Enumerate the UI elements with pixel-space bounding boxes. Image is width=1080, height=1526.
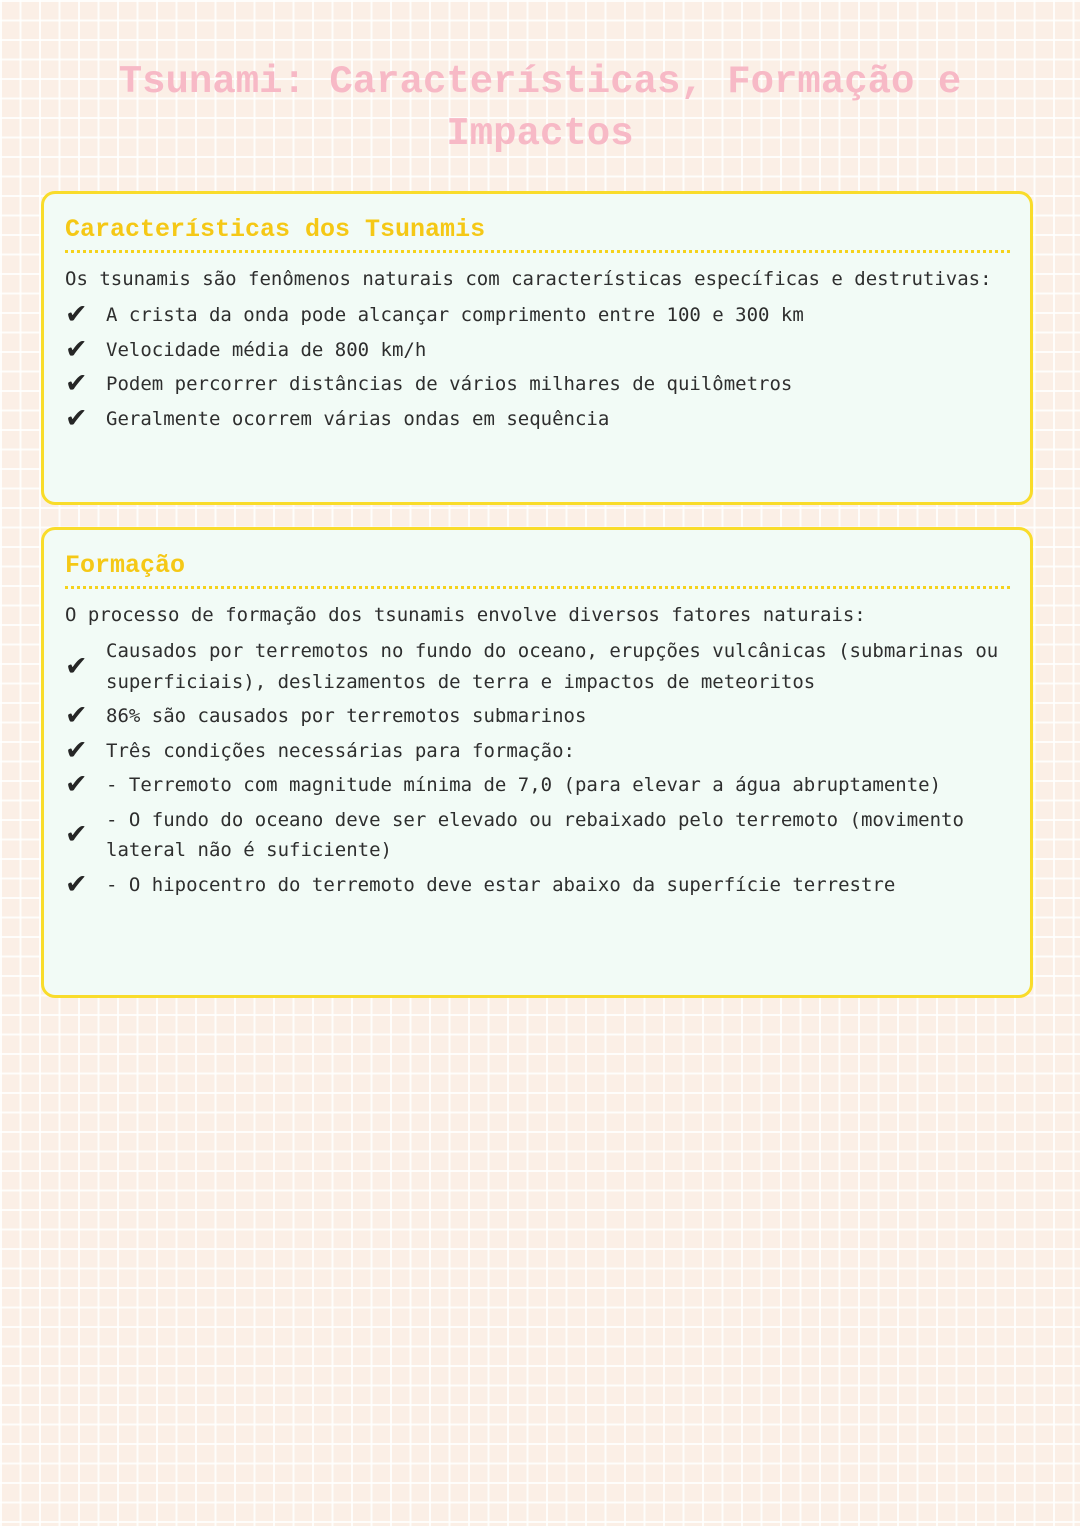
formation-list xyxy=(65,636,1010,900)
check-icon: ✔ xyxy=(65,700,88,732)
list-item xyxy=(65,636,1010,697)
check-icon: ✔ xyxy=(65,368,88,400)
characteristics-list xyxy=(65,300,1010,434)
check-icon: ✔ xyxy=(65,650,88,682)
list-item xyxy=(65,335,1010,366)
check-icon: ✔ xyxy=(65,402,88,434)
characteristics-card xyxy=(41,191,1033,505)
list-item-text: A crista da onda pode alcançar comprimento entre 100 e 300 km xyxy=(106,304,804,326)
check-icon: ✔ xyxy=(65,769,88,801)
list-item-text: 86% são causados por terremotos submarinos xyxy=(106,705,587,727)
check-icon: ✔ xyxy=(65,868,88,900)
list-item xyxy=(65,736,1010,767)
check-icon: ✔ xyxy=(65,299,88,331)
list-item-text: Causados por terremotos no fundo do oceano, erupções vulcânicas (submarinas ou superficiais), deslizamentos de terra e impactos de meteoritos xyxy=(106,640,999,693)
check-icon: ✔ xyxy=(65,333,88,365)
list-item xyxy=(65,805,1010,866)
list-item xyxy=(65,701,1010,732)
check-icon: ✔ xyxy=(65,734,88,766)
list-item-text: Três condições necessárias para formação: xyxy=(106,739,575,762)
list-item-text: - O hipocentro do terremoto deve estar abaixo da superfície terrestre xyxy=(106,873,896,896)
formation-card xyxy=(41,527,1033,998)
formation-intro: O processo de formação dos tsunamis envolve diversos fatores naturais: xyxy=(65,604,866,626)
list-item xyxy=(65,770,1010,801)
formation-heading: Formação xyxy=(65,550,1010,589)
list-item-text: Geralmente ocorrem várias ondas em sequência xyxy=(106,407,610,430)
list-item-text: Velocidade média de 800 km/h xyxy=(106,338,427,361)
check-icon: ✔ xyxy=(65,819,88,850)
list-item-text: - O fundo do oceano deve ser elevado ou rebaixado pelo terremoto (movimento lateral não é suficiente) xyxy=(106,808,964,861)
list-item xyxy=(65,870,1010,901)
page-title: Tsunami: Características, Formação e Impactos xyxy=(118,60,962,156)
list-item-text: - Terremoto com magnitude mínima de 7,0 (para elevar a água abruptamente) xyxy=(106,774,942,796)
list-item-text: Podem percorrer distâncias de vários milhares de quilômetros xyxy=(106,373,793,395)
characteristics-intro: Os tsunamis são fenômenos naturais com características específicas e destrutivas: xyxy=(65,268,992,290)
characteristics-heading: Características dos Tsunamis xyxy=(65,214,1010,253)
list-item xyxy=(65,300,1010,331)
list-item xyxy=(65,369,1010,400)
list-item xyxy=(65,404,1010,435)
